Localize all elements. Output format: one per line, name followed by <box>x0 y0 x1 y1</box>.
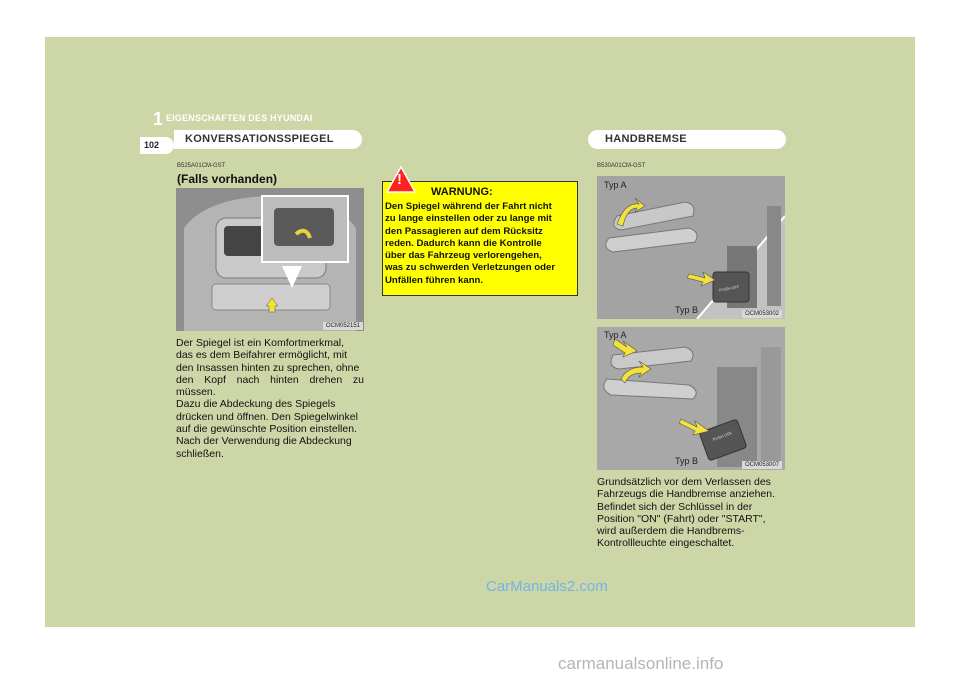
watermark-link[interactable]: CarManuals2.com <box>486 578 608 595</box>
section-heading: (Falls vorhanden) <box>177 172 278 186</box>
fig2-button-text: PUSH OFF <box>712 430 733 442</box>
handbrake-photo-2 <box>597 327 785 470</box>
handbrake-photo-1 <box>597 176 785 319</box>
warning-text: Den Spiegel während der Fahrt nicht zu lange einstellen oder zu lange mit den Passagieren auf dem Rücksitz reden. Dadurch kann die Kontrolle über das Fahrzeug verlorengehen, was zu schwerden Verletzungen oder Unfällen führen kann. <box>385 201 556 286</box>
warning-icon-symbol: ! <box>397 171 402 188</box>
fig1-button-text: PUSH OFF <box>718 284 740 293</box>
fig2-code: OCM053007 <box>742 461 782 469</box>
section-code-right: B530A01CM-GST <box>597 163 646 169</box>
chapter-title: EIGENSCHAFTEN DES HYUNDAI <box>166 113 313 123</box>
mirror-photo <box>176 188 364 331</box>
fig1-code: OCM053002 <box>742 310 782 318</box>
mirror-illustration <box>176 188 364 331</box>
footer-watermark: carmanualsonline.info <box>558 654 724 673</box>
mirror-body-text: Der Spiegel ist ein Komfortmerkmal, das es dem Beifahrer ermöglicht, mit den Insassen hinten zu sprechen, ohne den Kopf nach hinten drehen zu müssen. Dazu die Abdeckung des Spiegels drücken und öffnen. Den Spiegelwinkel auf die gewünschte Position einstellen. Nach der Verwendung die Abdeckung schließen. <box>176 337 364 460</box>
fig1-label-typ-a: Typ A <box>604 180 627 190</box>
chapter-number: 1 <box>153 109 164 129</box>
warning-title: WARNUNG: <box>431 186 493 198</box>
section-title-left: KONVERSATIONSSPIEGEL <box>185 133 334 145</box>
mirror-figure-code: OCM052151 <box>323 322 363 330</box>
fig2-label-typ-b: Typ B <box>675 456 699 466</box>
handbrake-body-text: Grundsätzlich vor dem Verlassen des Fahrzeugs die Handbremse anziehen. Befindet sich der Schlüssel in der Position "ON" (Fahrt) oder "START", wird außerdem die Handbrems- Kontrollleuchte eingeschaltet. <box>597 476 776 550</box>
handbrake-illustration-2 <box>597 327 785 470</box>
fig1-label-typ-b: Typ B <box>675 305 699 315</box>
page-number: 102 <box>144 140 160 150</box>
fig2-label-typ-a: Typ A <box>604 330 627 340</box>
handbrake-illustration-1 <box>597 176 785 319</box>
section-code-left: B525A01CM-GST <box>177 163 226 169</box>
section-title-right: HANDBREMSE <box>605 133 687 145</box>
